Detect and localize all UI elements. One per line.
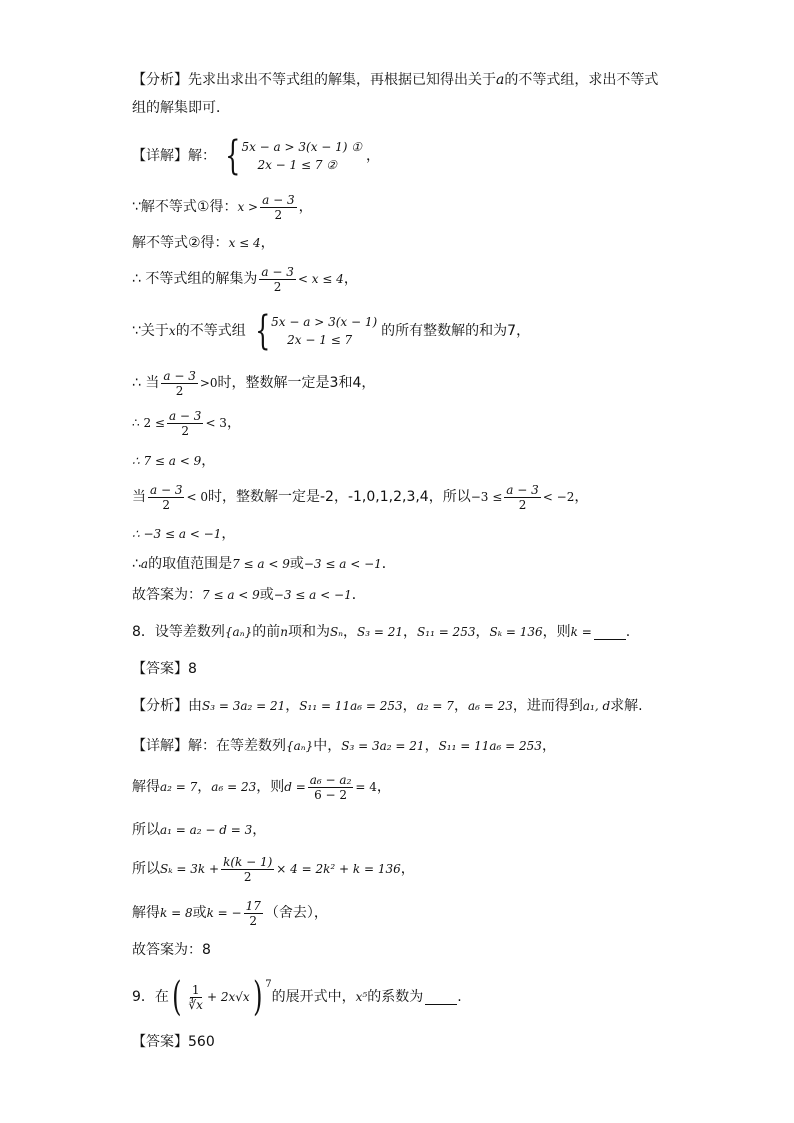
right-paren-icon: )	[252, 974, 263, 1020]
answer-label-9	[132, 1032, 215, 1052]
text: 时，整数解一定是-2，-1,0,1,2,3,4，所以	[208, 489, 471, 505]
text: ，则	[542, 624, 571, 640]
brace-icon: {	[225, 133, 241, 179]
text: ，	[197, 779, 212, 795]
case-positive	[132, 366, 375, 400]
den: 2	[274, 207, 283, 222]
equation: 5x − a > 3(x − 1)	[271, 315, 378, 329]
math: a₂ = 7	[160, 780, 198, 794]
text: ．	[351, 587, 366, 603]
math: ∴ 7 ≤ a < 9	[132, 454, 202, 468]
text: .	[457, 989, 462, 1005]
den: 2	[249, 913, 258, 928]
brace-icon: {	[254, 308, 271, 354]
num: a − 3	[150, 482, 183, 497]
question-8	[132, 622, 630, 642]
text: 【答案】8	[132, 661, 197, 677]
text: 或	[192, 905, 207, 921]
text: 9．在	[132, 989, 169, 1005]
text: 【分析】先求出求出不等式组的解集，再根据已知得出关于	[132, 72, 496, 88]
math: k = −	[206, 906, 242, 920]
analysis-line-1	[132, 70, 658, 90]
answer-blank	[425, 990, 457, 1005]
math: × 4 = 2k² + k = 136	[276, 862, 401, 876]
text: 【分析】由	[132, 698, 202, 714]
solve-d	[132, 770, 391, 804]
solve-2	[132, 233, 275, 253]
math: a₆ = 23	[467, 699, 513, 713]
fraction	[148, 483, 184, 512]
equation: 2x − 1 ≤ 7	[287, 333, 353, 347]
system-sum	[132, 310, 530, 352]
num: 1	[191, 982, 200, 997]
equation: 5x − a > 3(x − 1) ①	[241, 140, 363, 154]
den: 2	[162, 497, 171, 512]
exponent: 7	[265, 979, 272, 990]
range-result	[132, 554, 396, 574]
math: = 4	[355, 780, 377, 794]
math: S₃ = 3a₂ = 21	[202, 699, 286, 713]
fraction	[308, 773, 354, 802]
text: ，	[298, 199, 313, 215]
math: a	[496, 72, 505, 88]
den: 2	[181, 423, 190, 438]
num: 17	[245, 898, 261, 913]
math: a₁ = a₂ − d = 3	[160, 823, 253, 837]
math: x ≤ 4	[228, 236, 261, 250]
num: a − 3	[506, 482, 539, 497]
text: ，则	[256, 779, 285, 795]
analysis-line-2	[132, 98, 230, 118]
text: ，	[402, 698, 417, 714]
text: ，	[541, 738, 556, 754]
range-3	[132, 524, 235, 544]
math: x⁵	[355, 990, 368, 1004]
left-paren-icon: (	[172, 974, 182, 1020]
equation: 2x − 1 ≤ 7 ②	[257, 158, 338, 172]
text: 的系数为	[367, 989, 424, 1005]
num: k(k − 1)	[223, 854, 273, 869]
math: a₁, d	[582, 699, 611, 713]
text: ，	[400, 861, 415, 877]
text: ，	[453, 698, 468, 714]
math: −3 ≤ a < −1	[303, 557, 382, 571]
fraction	[167, 409, 203, 438]
text: 【详解】解：在等差数列	[132, 738, 286, 754]
text: ∵解不等式①得：	[132, 199, 238, 215]
den: ∛x	[188, 997, 203, 1012]
math: S₁₁ = 11a₆ = 253	[299, 699, 403, 713]
text: 或	[289, 556, 304, 572]
fraction	[504, 483, 540, 512]
analysis-8	[132, 696, 643, 716]
answer-label-8	[132, 659, 197, 679]
text: ，	[366, 148, 381, 164]
text: ∴ 不等式组的解集为	[132, 271, 258, 287]
solve-1	[132, 190, 313, 224]
solve-a1	[132, 820, 266, 840]
math: >0	[199, 376, 218, 390]
text: ，	[201, 453, 216, 469]
math: 7 ≤ a < 9	[232, 557, 290, 571]
num: a − 3	[262, 192, 295, 207]
text: ，	[285, 698, 300, 714]
text: ，	[475, 624, 490, 640]
den: 2	[243, 869, 252, 884]
range-2	[132, 451, 215, 471]
text: ∵关于	[132, 323, 169, 339]
text: 项和为	[287, 624, 330, 640]
text: 的前	[252, 624, 281, 640]
math: k = 8	[160, 906, 193, 920]
text: 【详解】解：	[132, 148, 216, 164]
case-negative	[132, 480, 588, 514]
num: a₆ − a₂	[309, 772, 352, 787]
math: < x ≤ 4	[297, 272, 344, 286]
text: 的不等式组，求出不等式	[504, 72, 659, 88]
math: a₆ = 23	[211, 780, 257, 794]
text: ，	[424, 738, 439, 754]
math: {aₙ}	[224, 625, 253, 639]
math: x >	[237, 200, 259, 214]
math: k =	[570, 625, 592, 639]
math: x	[168, 324, 176, 338]
den: 2	[175, 383, 184, 398]
math: + 2x√x	[206, 990, 250, 1004]
math: n	[280, 625, 288, 639]
math: S₁₁ = 253	[417, 625, 476, 639]
text: 解得	[132, 779, 160, 795]
num: a − 3	[261, 264, 294, 279]
inequality-system	[250, 308, 378, 354]
math: < −2	[542, 490, 575, 504]
text: ∴	[132, 556, 141, 572]
text: ，	[376, 779, 391, 795]
math: 7 ≤ a < 9	[202, 588, 260, 602]
text: 【答案】560	[132, 1034, 215, 1050]
math: Sₖ = 136	[489, 625, 543, 639]
text: 解得	[132, 905, 160, 921]
question-9	[132, 975, 462, 1019]
num: a − 3	[168, 408, 202, 423]
fraction	[187, 983, 205, 1012]
text: 的不等式组	[175, 323, 246, 339]
text: 的所有整数解的和为7，	[381, 323, 531, 339]
text: ，	[226, 415, 241, 431]
text: 的展开式中，	[271, 989, 356, 1005]
math: −3 ≤	[470, 490, 503, 504]
text: 解不等式②得：	[132, 235, 229, 251]
text: ，	[343, 624, 358, 640]
solve-sk	[132, 852, 415, 886]
fraction	[221, 855, 274, 884]
text: ，	[574, 489, 589, 505]
math: ∴ 2 ≤	[132, 416, 165, 430]
detail-8	[132, 736, 556, 756]
text: 或	[259, 587, 274, 603]
text: ，	[221, 526, 236, 542]
math: d =	[284, 780, 306, 794]
answer-7	[132, 585, 366, 605]
den: 2	[273, 279, 282, 294]
text: 中，	[313, 738, 342, 754]
math: −3 ≤ a < −1	[273, 588, 352, 602]
den: 2	[518, 497, 527, 512]
answer-8	[132, 940, 211, 960]
text: 的取值范围是	[148, 556, 233, 572]
fraction	[161, 369, 197, 398]
math: S₃ = 3a₂ = 21	[341, 739, 425, 753]
text: 故答案为：	[132, 587, 202, 603]
answer-blank	[594, 625, 626, 640]
text: （舍去），	[264, 905, 328, 921]
text: ，进而得到	[512, 698, 583, 714]
text: ，	[252, 822, 267, 838]
math: < 3	[205, 416, 227, 430]
text: 当	[132, 489, 146, 505]
math: a	[140, 557, 149, 571]
math: a₂ = 7	[416, 699, 454, 713]
text: ∴ 当	[132, 375, 160, 391]
text: .	[625, 624, 631, 640]
text: ，	[260, 235, 275, 251]
text: 时，整数解一定是3和4，	[217, 375, 376, 391]
fraction	[244, 899, 263, 928]
text: 所以	[132, 822, 160, 838]
math: Sₙ	[329, 625, 344, 639]
text: ．	[381, 556, 396, 572]
text: 所以	[132, 861, 160, 877]
solve-k	[132, 896, 328, 930]
text: ，	[403, 624, 418, 640]
solution-set	[132, 262, 358, 296]
text: 组的解集即可．	[132, 100, 230, 116]
den: 6 − 2	[314, 787, 348, 802]
text: 求解.	[610, 698, 643, 714]
text: 8．设等差数列	[132, 624, 225, 640]
fraction	[260, 193, 296, 222]
math: {aₙ}	[286, 739, 314, 753]
math: Sₖ = 3k +	[160, 862, 220, 876]
fraction	[259, 265, 295, 294]
inequality-system	[220, 133, 363, 179]
math: S₁₁ = 11a₆ = 253	[438, 739, 542, 753]
math: ∴ −3 ≤ a < −1	[132, 527, 222, 541]
num: a − 3	[163, 368, 196, 383]
range-1	[132, 406, 241, 440]
detail-system	[132, 133, 381, 179]
text: ，	[343, 271, 358, 287]
math: < 0	[186, 490, 208, 504]
text: 故答案为：8	[132, 942, 211, 958]
math: S₃ = 21	[357, 625, 404, 639]
